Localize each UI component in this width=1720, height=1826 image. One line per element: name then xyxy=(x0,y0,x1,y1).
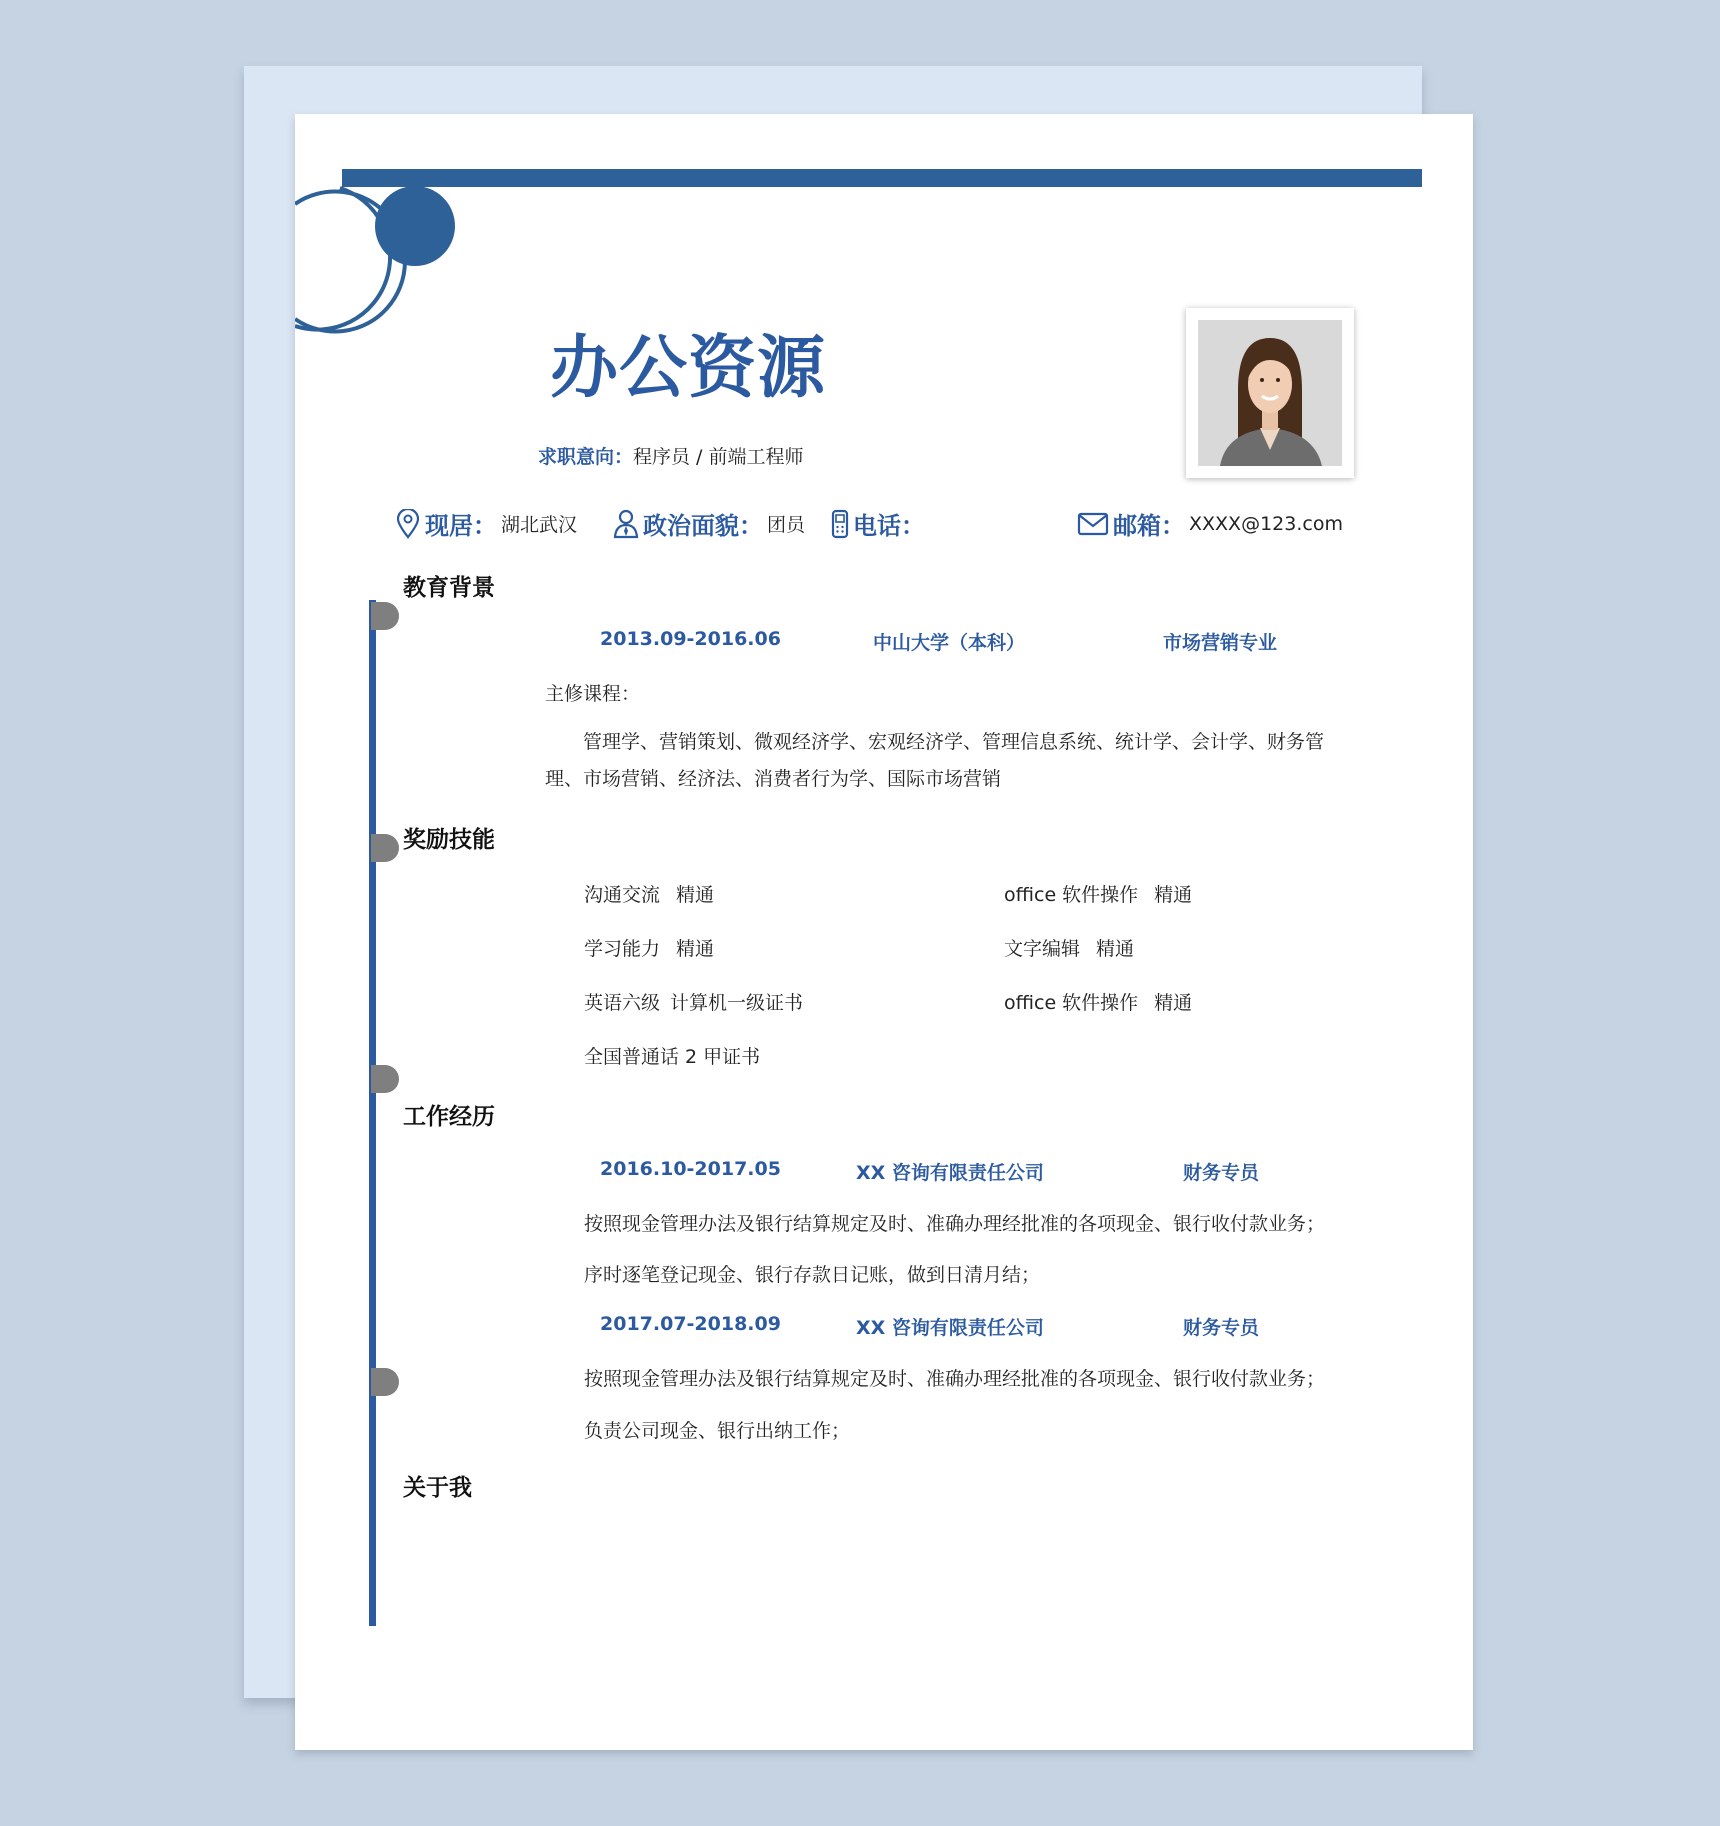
section-title-education: 教育背景 xyxy=(403,575,495,601)
profile-photo xyxy=(1186,308,1354,478)
resume-name: 办公资源 xyxy=(550,329,827,408)
skill-item: 全国普通话 2 甲证书 xyxy=(584,1046,761,1068)
email-label: 邮箱： xyxy=(1113,512,1185,540)
mail-icon xyxy=(1077,511,1109,537)
education-school: 中山大学（本科） xyxy=(873,632,1026,654)
timeline-marker xyxy=(371,1368,399,1396)
skill-item: 文字编辑 精通 xyxy=(1004,938,1135,960)
accent-circle xyxy=(375,186,455,266)
work-duty: 序时逐笔登记现金、银行存款日记账，做到日清月结； xyxy=(584,1264,1041,1286)
section-title-awards: 奖励技能 xyxy=(403,827,495,853)
education-major: 市场营销专业 xyxy=(1163,632,1278,654)
resume-page xyxy=(295,114,1473,1750)
work-position: 财务专员 xyxy=(1183,1317,1260,1339)
courses-label: 主修课程： xyxy=(545,683,641,705)
phone-label: 电话： xyxy=(853,512,925,540)
work-company: XX 咨询有限责任公司 xyxy=(856,1162,1044,1184)
email-info xyxy=(1077,506,1343,541)
job-intent-value: 程序员 / 前端工程师 xyxy=(633,446,804,468)
residence-value: 湖北武汉 xyxy=(501,514,578,536)
timeline-marker xyxy=(371,602,399,630)
residence-info xyxy=(395,506,577,541)
political-info xyxy=(613,506,805,541)
work-duty: 按照现金管理办法及银行结算规定及时、准确办理经批准的各项现金、银行收付款业务； xyxy=(584,1213,1326,1235)
work-company: XX 咨询有限责任公司 xyxy=(856,1317,1044,1339)
top-accent-bar xyxy=(342,169,1422,187)
phone-info xyxy=(831,506,929,541)
residence-label: 现居： xyxy=(425,512,497,540)
job-intent xyxy=(538,442,804,469)
section-title-work: 工作经历 xyxy=(403,1104,495,1130)
work-period: 2016.10-2017.05 xyxy=(600,1158,781,1180)
skill-item: 沟通交流 精通 xyxy=(584,884,715,906)
contact-info-row xyxy=(295,506,1473,546)
courses-text: 管理学、营销策划、微观经济学、宏观经济学、管理信息系统、统计学、会计学、财务管理、市场营销、经济法、消费者行为学、国际市场营销 xyxy=(545,731,1325,790)
section-title-about: 关于我 xyxy=(403,1475,472,1501)
work-position: 财务专员 xyxy=(1183,1162,1260,1184)
skill-item: 学习能力 精通 xyxy=(584,938,715,960)
skill-item: office 软件操作 精通 xyxy=(1004,992,1193,1014)
work-duty: 按照现金管理办法及银行结算规定及时、准确办理经批准的各项现金、银行收付款业务； xyxy=(584,1368,1326,1390)
portrait-image xyxy=(1198,320,1342,466)
timeline-line xyxy=(369,600,376,1626)
location-pin-icon xyxy=(395,509,421,539)
email-value: XXXX@123.com xyxy=(1189,512,1343,535)
phone-icon xyxy=(831,509,849,539)
work-period: 2017.07-2018.09 xyxy=(600,1313,781,1335)
skill-item: office 软件操作 精通 xyxy=(1004,884,1193,906)
work-duty: 负责公司现金、银行出纳工作； xyxy=(584,1420,851,1442)
education-period: 2013.09-2016.06 xyxy=(600,628,781,650)
political-value: 团员 xyxy=(767,514,806,536)
timeline-marker xyxy=(371,1065,399,1093)
job-intent-label: 求职意向： xyxy=(538,446,634,468)
timeline-marker xyxy=(371,834,399,862)
person-icon xyxy=(613,509,639,539)
political-label: 政治面貌： xyxy=(643,512,763,540)
skill-item: 英语六级 计算机一级证书 xyxy=(584,992,804,1014)
